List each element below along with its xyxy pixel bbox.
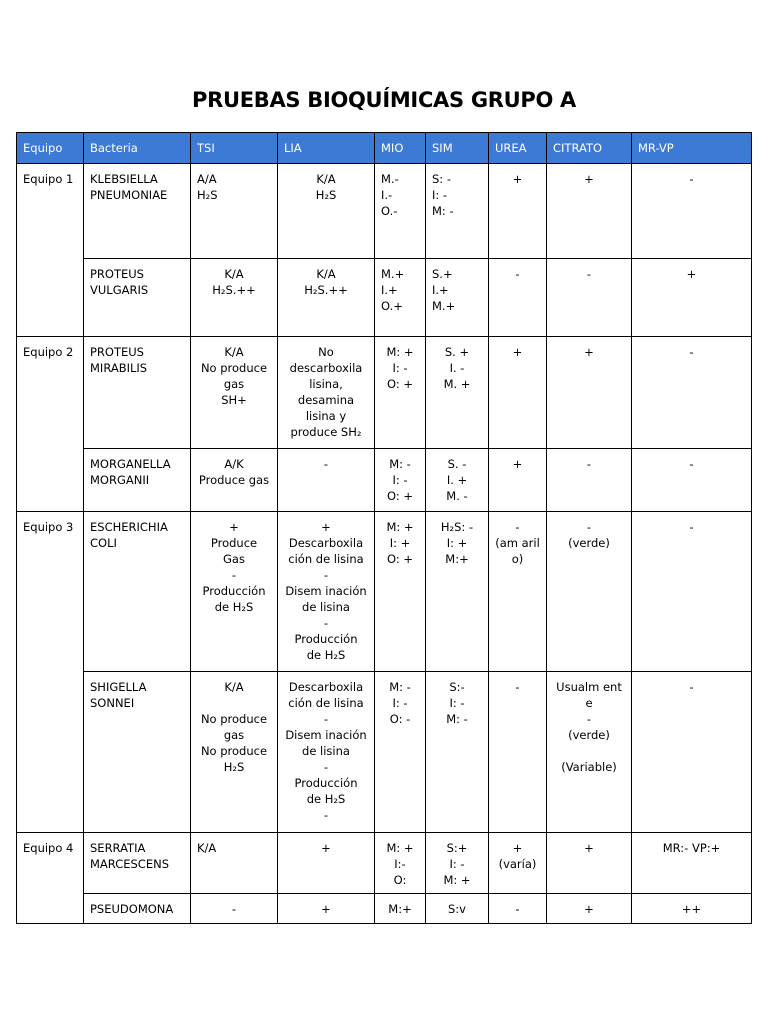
lia-line: - [323, 808, 329, 822]
urea-line: o) [511, 552, 524, 566]
bacteria-cell [84, 672, 191, 833]
tsi-line: Producción [202, 584, 266, 598]
page-title: PRUEBAS BIOQUÍMICAS GRUPO A [191, 88, 577, 112]
sim-cell [426, 672, 489, 833]
sim-line: M.+ [432, 299, 456, 313]
mio-line: I: - [392, 361, 408, 375]
lia-line: - [323, 760, 329, 774]
mrvp-line: - [689, 457, 694, 471]
mio-line: O: + [386, 489, 413, 503]
mio-cell [375, 449, 426, 512]
bacteria-line: MIRABILIS [90, 361, 148, 375]
tsi-cell [191, 512, 278, 672]
mio-cell [375, 833, 426, 894]
table-header-row [17, 133, 752, 164]
urea-line: + [512, 841, 523, 855]
lia-line: Producción [294, 776, 358, 790]
lia-line: Producción [294, 632, 358, 646]
mrvp-line: ++ [681, 902, 702, 916]
sim-line: S. - [447, 457, 467, 471]
mrvp-line: - [689, 345, 694, 359]
header-urea: UREA [489, 133, 547, 164]
mio-line: M: - [389, 457, 411, 471]
sim-cell [426, 337, 489, 449]
mio-line: I: - [392, 696, 408, 710]
table-row [17, 833, 752, 894]
lia-cell [278, 894, 375, 924]
equipo-cell: Equipo 4 [17, 833, 84, 924]
citrato-cell [547, 894, 632, 924]
lia-line: Descarboxila [288, 536, 364, 550]
lia-line: de H₂S [306, 792, 346, 806]
lia-line: produce SH₂ [290, 425, 362, 439]
tsi-line: K/A [224, 345, 244, 359]
mio-line: O: [393, 873, 407, 887]
bacteria-line: SHIGELLA [90, 680, 147, 694]
mrvp-cell [632, 672, 752, 833]
mio-line: M.+ [381, 267, 405, 281]
tsi-line: H₂S [197, 188, 218, 202]
mio-line: M.- [381, 172, 399, 186]
mio-line: M: + [386, 520, 414, 534]
equipo-cell: Equipo 2 [17, 337, 84, 512]
bacteria-line: MARCESCENS [90, 857, 170, 871]
lia-line: - [323, 457, 329, 471]
tsi-line: Produce [210, 536, 258, 550]
tsi-cell [191, 337, 278, 449]
citrato-line: + [584, 172, 594, 186]
citrato-line: (verde) [568, 728, 610, 742]
sim-line: M. + [443, 377, 471, 391]
mio-line: M: + [386, 345, 414, 359]
bacteria-line: SONNEI [90, 696, 135, 710]
sim-line: S. + [444, 345, 470, 359]
lia-line: Descarboxila [288, 680, 364, 694]
tsi-line: + [229, 520, 239, 534]
bacteria-line: MORGANII [90, 473, 150, 487]
tsi-cell [191, 164, 278, 259]
mrvp-line: MR:- VP:+ [662, 841, 721, 855]
tsi-line: H₂S.++ [212, 283, 256, 297]
bacteria-cell [84, 449, 191, 512]
bacteria-line: COLI [90, 536, 117, 550]
citrato-line [553, 743, 625, 759]
tsi-cell [191, 833, 278, 894]
sim-line: S:v [448, 902, 466, 916]
urea-line: (varía) [498, 857, 537, 871]
tsi-line: K/A [197, 841, 217, 855]
citrato-line: - [586, 267, 592, 281]
header-tsi: TSI [191, 133, 278, 164]
tsi-line: No produce [200, 712, 268, 726]
mio-line: I: + [389, 536, 411, 550]
mio-line: O.- [381, 204, 398, 218]
tsi-line: - [231, 568, 237, 582]
lia-cell [278, 449, 375, 512]
table-row [17, 259, 752, 337]
bacteria-line: PROTEUS [90, 267, 144, 281]
citrato-line: + [584, 902, 594, 916]
mio-line: M:+ [388, 902, 412, 916]
sim-line: I: + [446, 536, 468, 550]
urea-cell [489, 449, 547, 512]
mio-cell [375, 259, 426, 337]
tsi-line: Produce gas [198, 473, 270, 487]
mrvp-cell [632, 833, 752, 894]
urea-line: + [512, 345, 523, 359]
lia-line: - [323, 712, 329, 726]
lia-cell [278, 164, 375, 259]
urea-line: (am aril [495, 536, 540, 550]
tsi-line [197, 695, 271, 711]
tsi-line: gas [223, 728, 245, 742]
sim-line: M:+ [445, 552, 469, 566]
mio-line: O: + [386, 552, 413, 566]
lia-cell [278, 833, 375, 894]
lia-cell [278, 672, 375, 833]
urea-line: + [512, 457, 523, 471]
tsi-line: K/A [224, 267, 244, 281]
tsi-line: SH+ [221, 393, 247, 407]
urea-cell [489, 672, 547, 833]
bacteria-line: MORGANELLA [90, 457, 171, 471]
mrvp-cell [632, 449, 752, 512]
bacteria-line: VULGARIS [90, 283, 149, 297]
lia-line: descarboxila [289, 361, 363, 375]
lia-line: lisina, [309, 377, 343, 391]
urea-line: - [515, 902, 520, 916]
sim-line: I. - [449, 361, 465, 375]
sim-line: S:+ [446, 841, 468, 855]
mrvp-line: - [689, 680, 694, 694]
mio-line: I.- [381, 188, 393, 202]
bacteria-cell [84, 512, 191, 672]
table-row [17, 512, 752, 672]
tsi-line: K/A [224, 680, 244, 694]
sim-cell [426, 833, 489, 894]
tsi-line: de H₂S [214, 600, 254, 614]
lia-line: de lisina [302, 744, 350, 758]
urea-cell [489, 894, 547, 924]
tsi-line: - [231, 902, 237, 916]
lia-line: K/A [316, 267, 336, 281]
citrato-line: (Variable) [561, 760, 617, 774]
citrato-cell [547, 672, 632, 833]
urea-line: - [515, 680, 520, 694]
bacteria-cell [84, 833, 191, 894]
citrato-line: (verde) [568, 536, 610, 550]
bacteria-cell [84, 164, 191, 259]
citrato-line: - [586, 712, 592, 726]
lia-line: desamina [297, 393, 355, 407]
citrato-line: e [585, 696, 593, 710]
lia-line: - [323, 568, 329, 582]
bacteria-cell [84, 894, 191, 924]
bacteria-line: KLEBSIELLA [90, 172, 158, 186]
bacteria-line: PNEUMONIAE [90, 188, 168, 202]
citrato-cell [547, 512, 632, 672]
mio-cell [375, 512, 426, 672]
header-citrato: CITRATO [547, 133, 632, 164]
lia-cell [278, 337, 375, 449]
lia-line: - [323, 616, 329, 630]
sim-line: M: - [446, 712, 468, 726]
urea-cell [489, 337, 547, 449]
tsi-cell [191, 259, 278, 337]
lia-line: Disem inación [285, 728, 367, 742]
mrvp-cell [632, 512, 752, 672]
mrvp-line: + [686, 267, 697, 281]
mio-line: I:- [394, 857, 406, 871]
mio-line: O: + [386, 377, 413, 391]
sim-line: S:- [449, 680, 465, 694]
mrvp-cell [632, 259, 752, 337]
citrato-cell [547, 833, 632, 894]
mio-cell [375, 164, 426, 259]
sim-cell [426, 259, 489, 337]
urea-line: - [515, 520, 520, 534]
sim-line: I: - [449, 857, 465, 871]
lia-line: + [321, 902, 331, 916]
bacteria-cell [84, 337, 191, 449]
table-row [17, 672, 752, 833]
tsi-line: No produce [200, 361, 268, 375]
bacteria-line: ESCHERICHIA [90, 520, 168, 534]
sim-cell [426, 512, 489, 672]
bacteria-cell [84, 259, 191, 337]
header-sim: SIM [426, 133, 489, 164]
mio-line: O: - [389, 712, 411, 726]
urea-line: - [515, 267, 520, 281]
tsi-cell [191, 672, 278, 833]
sim-cell [426, 894, 489, 924]
sim-line: I.+ [432, 283, 449, 297]
lia-line: de lisina [302, 600, 350, 614]
lia-line: de H₂S [306, 648, 346, 662]
mio-line: M: + [386, 841, 414, 855]
mio-cell [375, 672, 426, 833]
bacteria-line: PSEUDOMONA [90, 902, 174, 916]
mio-cell [375, 894, 426, 924]
bacteria-line: PROTEUS [90, 345, 144, 359]
citrato-cell [547, 164, 632, 259]
sim-cell [426, 164, 489, 259]
table-row [17, 449, 752, 512]
citrato-line: Usualm ent [556, 680, 622, 694]
header-lia: LIA [278, 133, 375, 164]
header-mrvp: MR-VP [632, 133, 752, 164]
tsi-line: Gas [223, 552, 245, 566]
mrvp-cell [632, 337, 752, 449]
mio-line: I: - [392, 473, 408, 487]
sim-cell [426, 449, 489, 512]
lia-line: H₂S [315, 188, 337, 202]
urea-cell [489, 164, 547, 259]
urea-line: + [512, 172, 523, 186]
lia-line: lisina y [305, 409, 347, 423]
mio-cell [375, 337, 426, 449]
table-row [17, 337, 752, 449]
lia-line: Disem inación [285, 584, 367, 598]
tsi-line: A/A [197, 172, 217, 186]
citrato-cell [547, 337, 632, 449]
sim-line: M. - [446, 489, 468, 503]
lia-line: ción de lisina [288, 696, 364, 710]
mio-line: O.+ [381, 299, 403, 313]
citrato-line: + [584, 345, 594, 359]
lia-cell [278, 259, 375, 337]
lia-line: + [321, 841, 331, 855]
citrato-line: - [586, 457, 592, 471]
mrvp-cell [632, 894, 752, 924]
equipo-cell: Equipo 1 [17, 164, 84, 337]
citrato-cell [547, 449, 632, 512]
sim-line: S.+ [432, 267, 453, 281]
mrvp-line: - [689, 520, 694, 534]
lia-line: K/A [316, 172, 336, 186]
tsi-line: gas [223, 377, 245, 391]
lia-line: H₂S.++ [304, 283, 348, 297]
citrato-line: + [584, 841, 594, 855]
header-mio: MIO [375, 133, 426, 164]
tsi-line: No produce [200, 744, 268, 758]
citrato-cell [547, 259, 632, 337]
mrvp-cell [632, 164, 752, 259]
urea-cell [489, 259, 547, 337]
sim-line: I: - [432, 188, 448, 202]
tsi-cell [191, 894, 278, 924]
tsi-cell [191, 449, 278, 512]
bacteria-line: SERRATIA [90, 841, 146, 855]
urea-cell [489, 833, 547, 894]
lia-cell [278, 512, 375, 672]
sim-line: M: + [443, 873, 471, 887]
citrato-line: - [586, 520, 592, 534]
tsi-line: H₂S [223, 760, 245, 774]
lia-line: + [321, 520, 331, 534]
biochemical-tests-table [16, 132, 752, 924]
header-equipo: Equipo [17, 133, 84, 164]
sim-line: I: - [449, 696, 465, 710]
mrvp-line: - [689, 172, 694, 186]
table-row [17, 164, 752, 259]
urea-cell [489, 512, 547, 672]
table-body [17, 164, 752, 924]
mio-line: M: - [389, 680, 411, 694]
table-row [17, 894, 752, 924]
lia-line: ción de lisina [288, 552, 364, 566]
tsi-line: A/K [224, 457, 244, 471]
sim-line: H₂S: - [440, 520, 474, 534]
sim-line: M: - [432, 204, 454, 218]
mio-line: I.+ [381, 283, 398, 297]
lia-line: No [318, 345, 334, 359]
equipo-cell: Equipo 3 [17, 512, 84, 833]
sim-line: S: - [432, 172, 451, 186]
header-bacteria: Bacteria [84, 133, 191, 164]
sim-line: I. + [446, 473, 468, 487]
